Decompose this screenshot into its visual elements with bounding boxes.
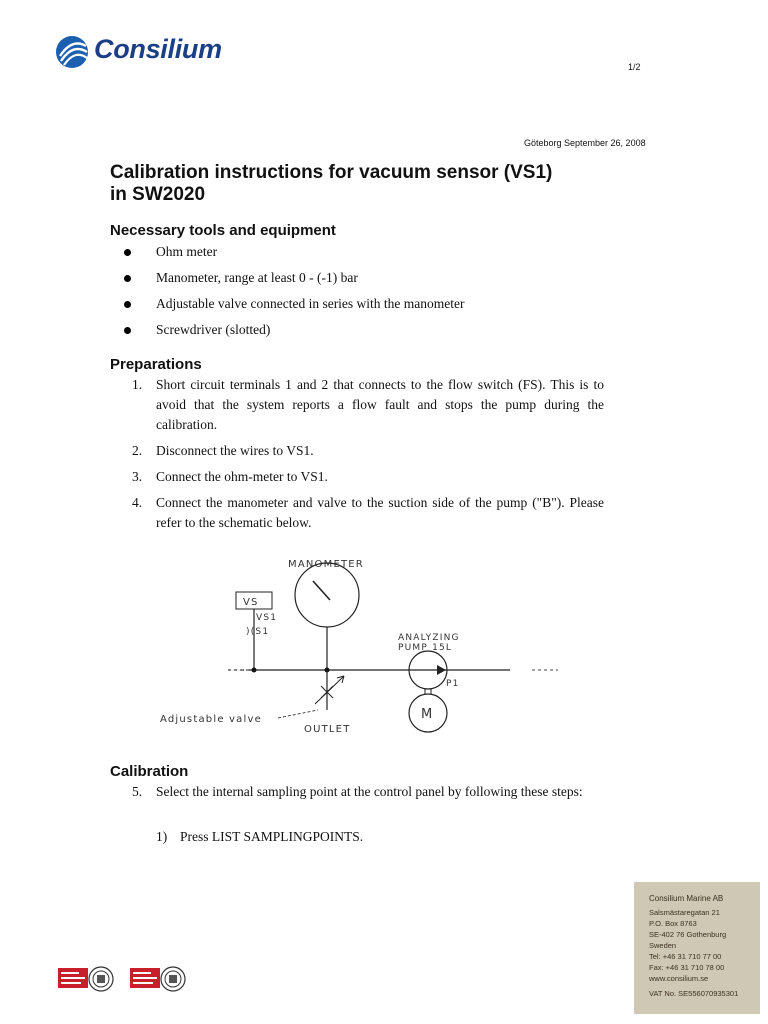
section-heading-preparations: Preparations [110,356,202,373]
junction-dot [252,668,257,673]
manometer-gauge [295,563,359,627]
document-title [110,162,650,206]
address-tel: Tel: +46 31 710 77 00 [649,952,722,961]
address-fax: Fax: +46 31 710 78 00 [649,963,725,972]
p1-label: P1 [446,679,460,689]
certification-badge-icon [58,966,116,992]
address-country: Sweden [649,941,677,950]
motor-label: M [421,707,434,722]
list-item: Ohm meter [120,244,465,270]
schematic-diagram [150,548,570,748]
section-heading-calibration: Calibration [110,763,189,780]
step-text: Disconnect the wires to VS1. [156,443,314,458]
tools-list [120,244,465,348]
list-item [110,493,604,533]
step-number: 3. [132,469,143,484]
step-text: Connect the manometer and valve to the suction side of the pump ("B"). Please refer to the schematic below. [156,495,604,530]
step-number: 5. [132,784,143,799]
s1-label: )(S1 [246,627,270,637]
certification-badge-icon [130,966,188,992]
pump-label-line-2: PUMP 15L [398,643,453,653]
address-street: Salsmästaregatan 21 [649,908,720,917]
sub-step-number: 1) [156,829,168,844]
step-text: Connect the ohm-meter to VS1. [156,469,328,484]
title-line-2: in SW2020 [110,184,206,205]
manometer-label: MANOMETER [288,559,364,570]
valve-label: Adjustable valve [160,714,262,725]
dateline: Göteborg September 26, 2008 [524,138,646,148]
list-item [110,782,604,802]
list-item [110,375,604,435]
sub-step-text: Press LIST SAMPLINGPOINTS. [180,829,364,844]
list-item: Adjustable valve connected in series with the manometer [120,296,465,322]
list-item [110,441,604,461]
list-item: Manometer, range at least 0 - (-1) bar [120,270,465,296]
vs-box-label: VS [243,597,259,608]
company-name: Consilium Marine AB [649,894,724,903]
pump-label-line-1: ANALYZING [398,633,460,643]
outlet-label: OUTLET [304,724,351,735]
list-item [110,467,604,487]
step-text: Short circuit terminals 1 and 2 that connects to the flow switch (FS). This is to avoid that the system reports a flow fault and stops the pump during the calibration. [156,377,604,432]
preparations-list [110,375,604,539]
calibration-list [110,782,604,808]
list-item: Screwdriver (slotted) [120,322,465,348]
step-number: 2. [132,443,143,458]
step-number: 4. [132,495,143,510]
step-number: 1. [132,377,143,392]
valve-arrow [315,676,344,704]
address-pobox: P.O. Box 8763 [649,919,697,928]
company-address-box [634,882,760,1014]
address-city: SE-402 76 Gothenburg [649,930,727,939]
vs1-label: VS1 [256,613,278,623]
step-text: Select the internal sampling point at the control panel by following these steps: [156,784,583,799]
title-line-1: Calibration instructions for vacuum sensor (VS1) [110,162,553,183]
sub-step [156,829,363,845]
address-web[interactable]: www.consilium.se [649,974,709,983]
section-heading-tools: Necessary tools and equipment [110,222,336,239]
page-number: 1/2 [628,62,641,72]
logo-wordmark: Consilium [94,34,222,64]
address-vat: VAT No. SE556070935301 [649,989,739,998]
